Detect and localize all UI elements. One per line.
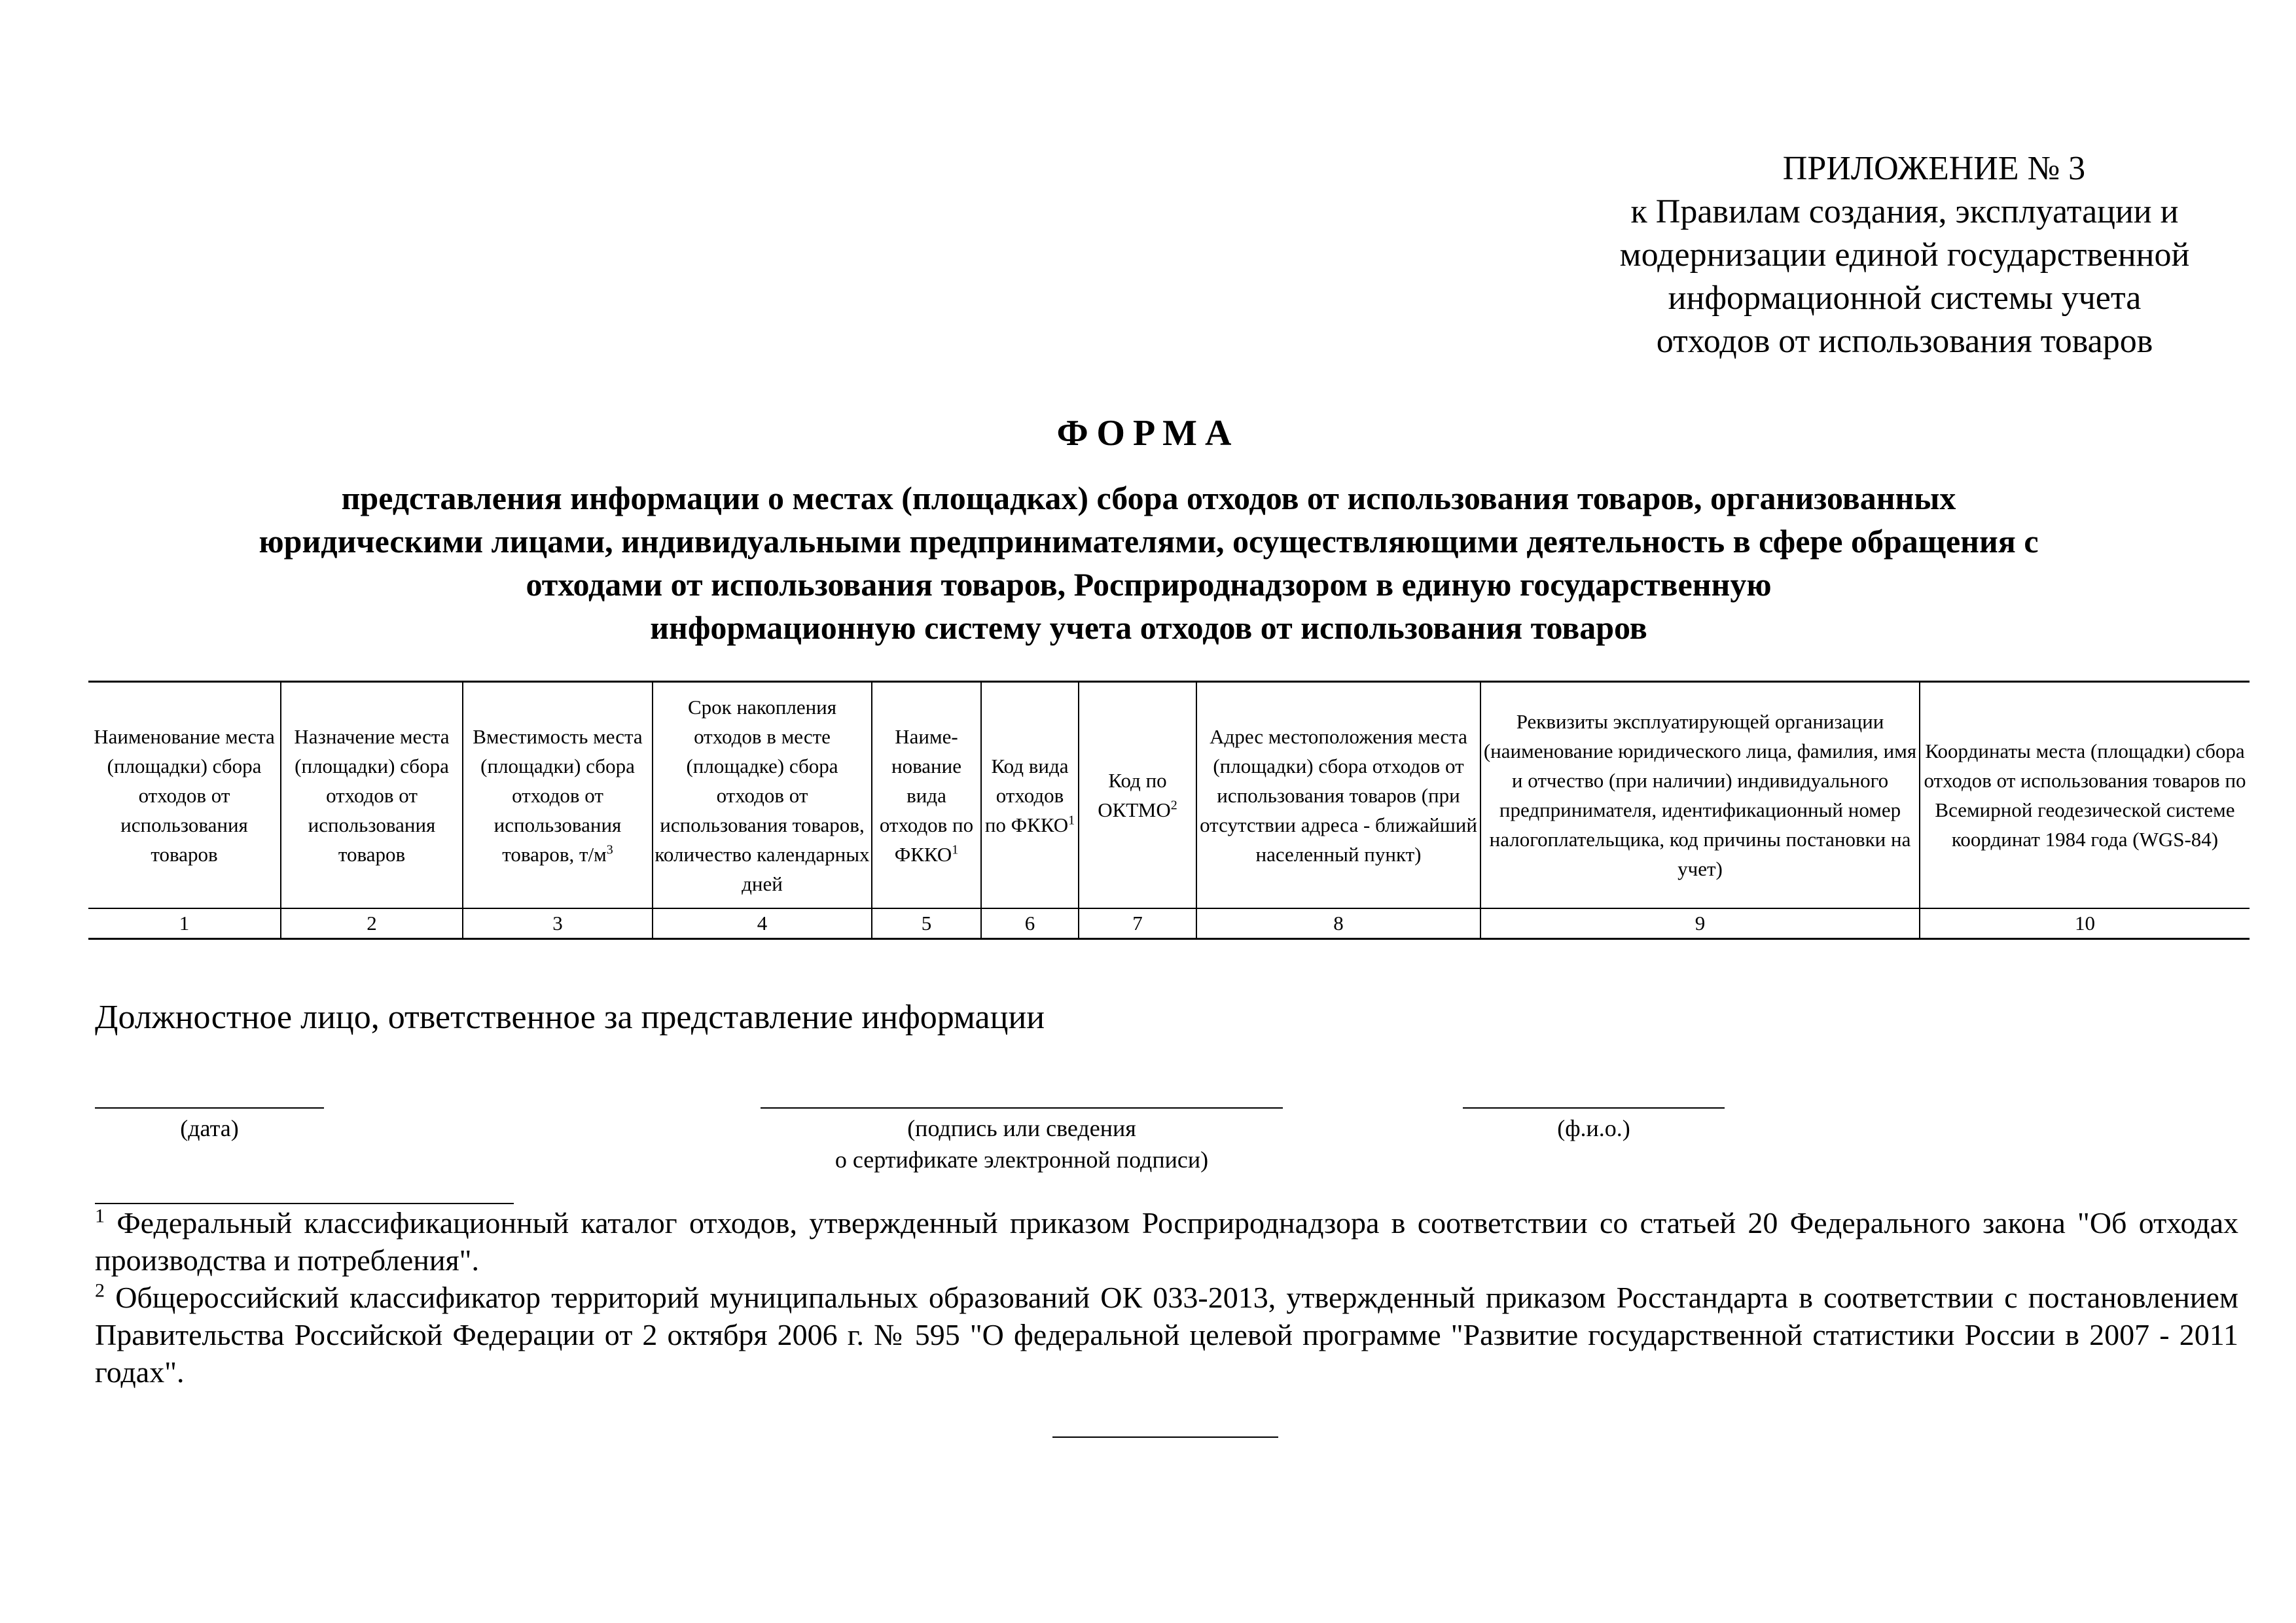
column-header xyxy=(1079,682,1196,909)
column-header-text: Наименование места (площадки) сбора отходов от использования товаров xyxy=(94,724,275,866)
end-of-document-line xyxy=(1052,1436,1278,1438)
column-number: 10 xyxy=(1920,908,2250,939)
footnote-1 xyxy=(95,1204,2238,1279)
signature-line xyxy=(761,1107,1283,1109)
column-header-text: Код по ОКТМО xyxy=(1098,769,1171,821)
column-number: 4 xyxy=(653,908,872,939)
column-header xyxy=(653,682,872,909)
column-header-text: Координаты места (площадки) сбора отходов от использования товаров по Всемирной геодезической системе координат 1984 года (WGS-84) xyxy=(1924,740,2246,851)
column-number: 5 xyxy=(872,908,981,939)
footnote-mark: 3 xyxy=(606,842,613,857)
column-number: 7 xyxy=(1079,908,1196,939)
table-header-row xyxy=(88,682,2250,909)
column-header xyxy=(1196,682,1480,909)
date-label-text: (дата) xyxy=(180,1115,239,1141)
signature-label-line-1: (подпись или сведения xyxy=(907,1115,1136,1141)
official-caption: Должностное лицо, ответственное за представление информации xyxy=(95,999,1045,1036)
signature-label xyxy=(720,1113,1323,1175)
form-title: ФОРМА xyxy=(1056,413,1240,454)
column-number: 6 xyxy=(981,908,1079,939)
subtitle-line-4: информационную систему учета отходов от использования товаров xyxy=(650,609,1647,646)
column-header xyxy=(872,682,981,909)
column-number: 2 xyxy=(281,908,463,939)
column-header-text: Реквизиты эксплуатирующей организации (наименование юридического лица, фамилия, имя и отчество (при наличии) индивидуального предпринимателя, идентификационный номер налогоплательщика, код причины постановки на учет) xyxy=(1483,710,1917,880)
footnote-1-text: Федеральный классификационный каталог отходов, утвержденный приказом Росприроднадзора в соответствии со статьей 20 Федерального закона "Об отходах производства и потребления". xyxy=(95,1206,2239,1277)
appendix-line-3: модернизации единой государственной xyxy=(1619,236,2190,274)
signature-label-line-2: о сертификате электронной подписи) xyxy=(834,1147,1209,1173)
footnote-2-mark: 2 xyxy=(95,1279,105,1302)
column-header xyxy=(463,682,653,909)
footnote-2-text: Общероссийский классификатор территорий муниципальных образований ОК 033-2013, утвержденный приказом Росстандарта в соответствии с постановлением Правительства Российской Федерации от 2 октября 2006 г. № 595 "О федеральной целевой программе "Развитие государственной статистики России в 2007 - 2011 годах". xyxy=(95,1281,2238,1389)
column-header-text: Код вида отходов по ФККО xyxy=(984,754,1069,836)
appendix-line-4: информационной системы учета xyxy=(1668,279,2142,317)
footnote-1-mark: 1 xyxy=(95,1205,105,1227)
name-line xyxy=(1463,1107,1725,1109)
column-header xyxy=(981,682,1079,909)
column-number: 3 xyxy=(463,908,653,939)
footnote-mark: 2 xyxy=(1170,798,1177,813)
column-header-text: Наиме-нование вида отходов по ФККО xyxy=(879,724,974,866)
column-header xyxy=(281,682,463,909)
name-label xyxy=(1463,1113,1725,1144)
column-header xyxy=(88,682,281,909)
form-subtitle xyxy=(92,476,2206,649)
appendix-header xyxy=(1558,147,2251,363)
footnote-2 xyxy=(95,1279,2238,1391)
column-header-text: Назначение места (площадки) сбора отходов от использования товаров xyxy=(294,724,450,866)
footnote-mark: 1 xyxy=(1068,813,1075,828)
date-line xyxy=(95,1107,324,1109)
column-number: 9 xyxy=(1480,908,1920,939)
name-label-text: (ф.и.о.) xyxy=(1557,1115,1630,1141)
column-header-text: Вместимость места (площадки) сбора отходов от использования товаров, т/м xyxy=(473,724,643,866)
column-header-text: Адрес местоположения места (площадки) сбора отходов от использования товаров (при отсутствии адреса - ближайший населенный пункт) xyxy=(1200,724,1477,866)
footnotes xyxy=(95,1204,2238,1391)
footnote-mark: 1 xyxy=(952,842,959,857)
column-header xyxy=(1480,682,1920,909)
subtitle-line-1: представления информации о местах (площадках) сбора отходов от использования товаров, организованных xyxy=(341,480,1956,516)
subtitle-line-2: юридическими лицами, индивидуальными предпринимателями, осуществляющими деятельность в сфере обращения с xyxy=(259,523,2039,560)
table-number-row xyxy=(88,908,2250,939)
column-header-text: Срок накопления отходов в месте (площадке) сбора отходов от использования товаров, количество календарных дней xyxy=(655,695,870,895)
column-number: 8 xyxy=(1196,908,1480,939)
column-number: 1 xyxy=(88,908,281,939)
appendix-number: ПРИЛОЖЕНИЕ № 3 xyxy=(1782,150,2086,187)
appendix-line-5: отходов от использования товаров xyxy=(1656,323,2153,360)
date-label xyxy=(95,1113,324,1144)
appendix-line-2: к Правилам создания, эксплуатации и xyxy=(1630,193,2179,230)
subtitle-line-3: отходами от использования товаров, Росприроднадзором в единую государственную xyxy=(526,566,1772,603)
column-header xyxy=(1920,682,2250,909)
form-table xyxy=(88,681,2250,940)
